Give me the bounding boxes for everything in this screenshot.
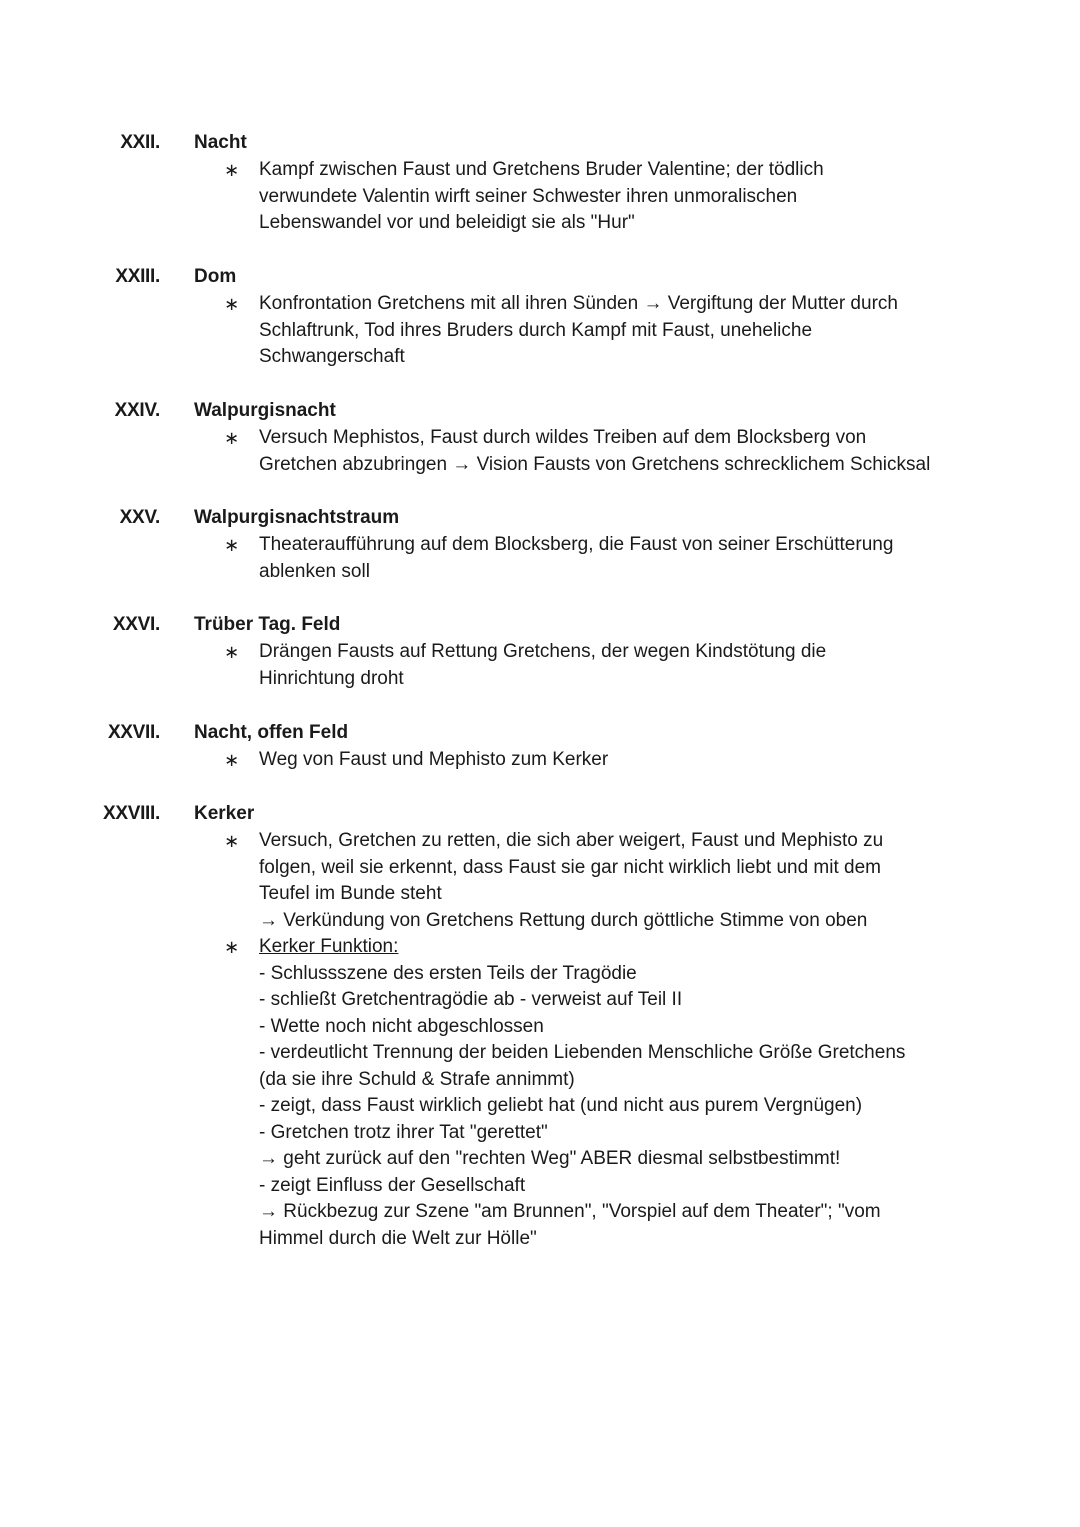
text-line: Himmel durch die Welt zur Hölle" (259, 1227, 537, 1249)
scene-title: Nacht (194, 132, 247, 153)
bullet-text (259, 828, 979, 934)
text-line: Gretchen abzubringen → Vision Fausts von Gretchens schrecklichem Schicksal (259, 453, 931, 475)
text-line: verwundete Valentin wirft seiner Schwester ihren unmoralischen (259, 185, 798, 207)
bullet-icon: ∗ (224, 831, 240, 851)
bullet-text (259, 291, 979, 371)
bullet-icon: ∗ (224, 937, 240, 957)
text-line: - Wette noch nicht abgeschlossen (259, 1015, 544, 1037)
scene-title: Walpurgisnachtstraum (194, 507, 400, 528)
text-line: Konfrontation Gretchens mit all ihren Sünden → Vergiftung der Mutter durch (259, 293, 898, 314)
bullet-heading: Kerker Funktion: (259, 936, 399, 957)
scene-number: XXIII. (115, 266, 160, 287)
scene-title: Trüber Tag. Feld (194, 614, 341, 635)
text-line: Drängen Fausts auf Rettung Gretchens, der wegen Kindstötung die (259, 641, 827, 662)
text-line: folgen, weil sie erkennt, dass Faust sie gar nicht wirklich liebt und mit dem (259, 856, 881, 878)
text-line: - zeigt, dass Faust wirklich geliebt hat (und nicht aus purem Vergnügen) (259, 1095, 863, 1116)
text-line: Theateraufführung auf dem Blocksberg, die Faust von seiner Erschütterung (259, 534, 894, 555)
text-line: Versuch, Gretchen zu retten, die sich aber weigert, Faust und Mephisto zu (259, 830, 884, 851)
bullet-text (259, 639, 979, 692)
text-line: Weg von Faust und Mephisto zum Kerker (259, 749, 609, 770)
text-line: (da sie ihre Schuld & Strafe annimmt) (259, 1068, 575, 1090)
text-line: → Verkündung von Gretchens Rettung durch göttliche Stimme von oben (259, 909, 868, 931)
text-line: - Gretchen trotz ihrer Tat "gerettet" (259, 1121, 548, 1143)
text-line: → geht zurück auf den "rechten Weg" ABER diesmal selbstbestimmt! (259, 1148, 841, 1169)
scene-number: XXII. (120, 132, 160, 153)
text-line: → Rückbezug zur Szene "am Brunnen", "Vorspiel auf dem Theater"; "vom (259, 1201, 881, 1222)
text-line: Versuch Mephistos, Faust durch wildes Treiben auf dem Blocksberg von (259, 427, 867, 448)
text-line: - Schlussszene des ersten Teils der Tragödie (259, 962, 637, 984)
bullet-text (259, 747, 979, 774)
text-line: Schlaftrunk, Tod ihres Bruders durch Kampf mit Faust, uneheliche (259, 319, 813, 341)
bullet-text (259, 157, 979, 237)
text-line: Lebenswandel vor und beleidigt sie als "Hur" (259, 212, 635, 233)
bullet-icon: ∗ (224, 750, 240, 770)
text-line: Kampf zwischen Faust und Gretchens Bruder Valentine; der tödlich (259, 159, 824, 180)
scene-title: Walpurgisnacht (194, 400, 336, 421)
scene-number: XXVI. (112, 614, 160, 635)
scene-title: Nacht, offen Feld (194, 722, 349, 743)
bullet-icon: ∗ (224, 294, 240, 314)
text-line: Hinrichtung droht (259, 667, 404, 689)
scene-number: XXV. (119, 507, 160, 528)
bullet-icon: ∗ (224, 535, 240, 555)
text-line: Schwangerschaft (259, 346, 405, 367)
scene-number: XXIV. (114, 400, 160, 421)
bullet-icon: ∗ (224, 642, 240, 662)
text-line: ablenken soll (259, 560, 370, 582)
text-line: - verdeutlicht Trennung der beiden Liebenden Menschliche Größe Gretchens (259, 1042, 906, 1063)
scene-number: XXVII. (107, 722, 160, 743)
scene-title: Kerker (194, 803, 255, 824)
text-line: - schließt Gretchentragödie ab - verweist auf Teil II (259, 989, 683, 1010)
bullet-text (259, 934, 979, 1252)
bullet-text (259, 425, 979, 478)
scene-number: XXVIII. (102, 803, 160, 824)
bullet-text (259, 532, 979, 585)
text-line: - zeigt Einfluss der Gesellschaft (259, 1174, 526, 1196)
scene-title: Dom (194, 266, 237, 287)
bullet-icon: ∗ (224, 160, 240, 180)
text-line: Teufel im Bunde steht (259, 883, 442, 904)
bullet-icon: ∗ (224, 428, 240, 448)
